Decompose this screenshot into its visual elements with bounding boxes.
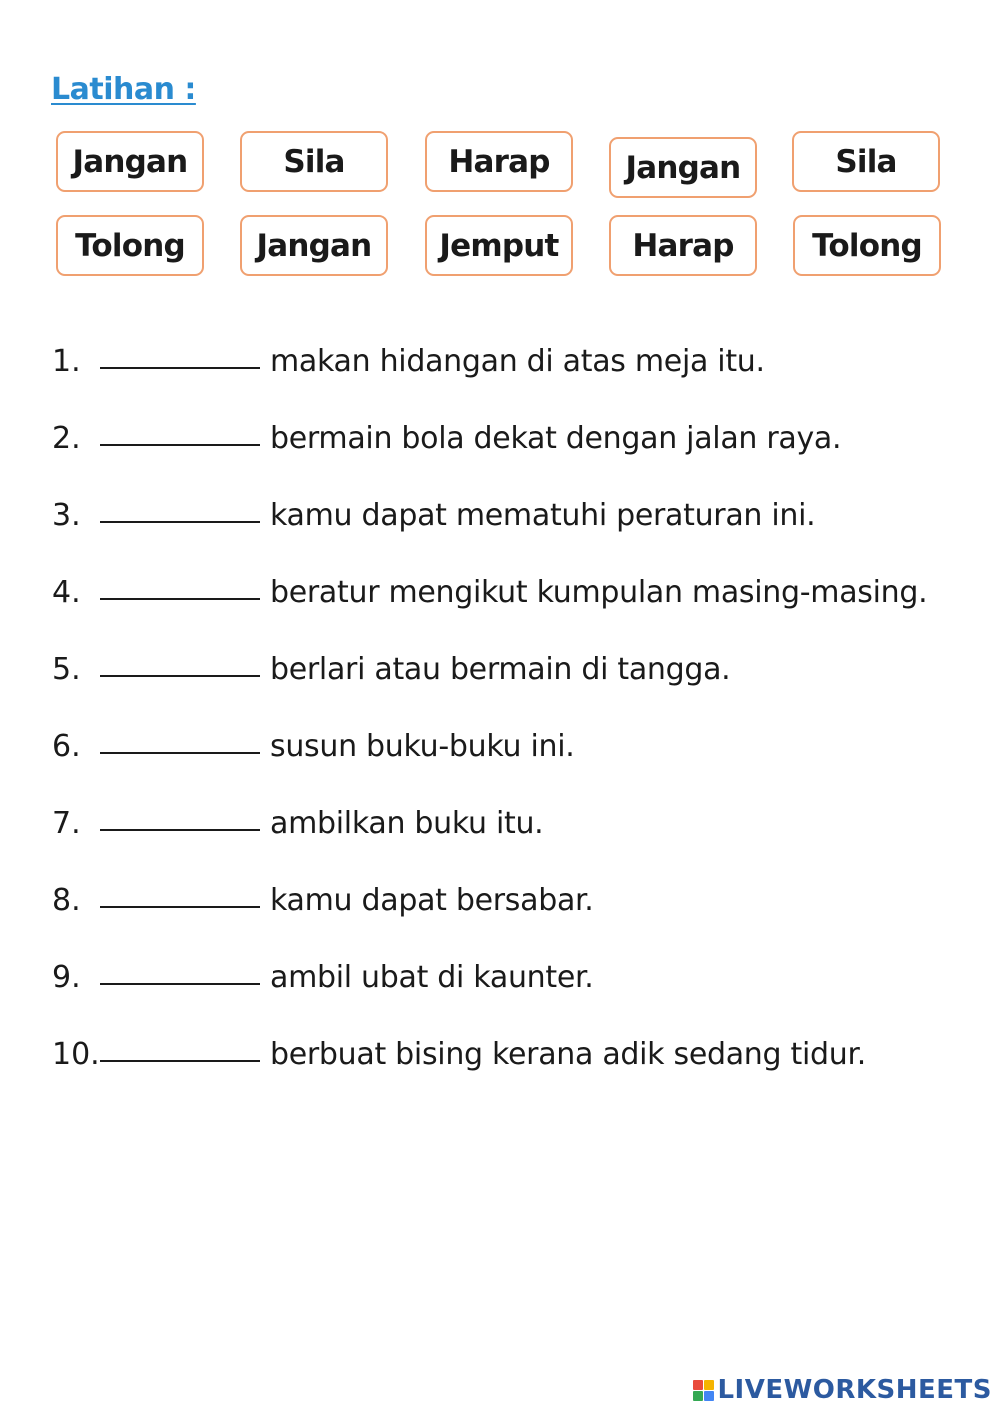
question-text: berbuat bising kerana adik sedang tidur. xyxy=(270,1036,866,1072)
question-number: 2. xyxy=(52,420,81,456)
answer-blank[interactable] xyxy=(100,1038,260,1062)
question-row xyxy=(52,649,730,689)
word-bank-item[interactable]: Harap xyxy=(609,215,757,276)
question-text: beratur mengikut kumpulan masing-masing. xyxy=(270,574,928,610)
word-bank-item[interactable]: Harap xyxy=(425,131,573,192)
logo-grid-icon xyxy=(693,1380,714,1401)
logo-text: LIVEWORKSHEETS xyxy=(717,1375,992,1405)
exercise-title: Latihan : xyxy=(51,72,196,107)
question-row xyxy=(52,341,765,381)
answer-blank[interactable] xyxy=(100,422,260,446)
word-bank-item[interactable]: Jangan xyxy=(56,131,204,192)
question-text: kamu dapat mematuhi peraturan ini. xyxy=(270,497,816,533)
answer-blank[interactable] xyxy=(100,807,260,831)
question-row xyxy=(52,418,841,458)
word-bank-item[interactable]: Jemput xyxy=(425,215,573,276)
answer-blank[interactable] xyxy=(100,345,260,369)
question-text: ambil ubat di kaunter. xyxy=(270,959,594,995)
question-row xyxy=(52,957,594,997)
question-number: 8. xyxy=(52,882,81,918)
question-text: makan hidangan di atas meja itu. xyxy=(270,343,765,379)
question-text: berlari atau bermain di tangga. xyxy=(270,651,731,687)
question-text: ambilkan buku itu. xyxy=(270,805,544,841)
question-number: 5. xyxy=(52,651,81,687)
word-bank-item[interactable]: Sila xyxy=(792,131,940,192)
liveworksheets-logo xyxy=(693,1375,992,1405)
word-bank-item[interactable]: Tolong xyxy=(56,215,204,276)
question-number: 9. xyxy=(52,959,81,995)
question-number: 6. xyxy=(52,728,81,764)
question-number: 7. xyxy=(52,805,81,841)
answer-blank[interactable] xyxy=(100,730,260,754)
answer-blank[interactable] xyxy=(100,576,260,600)
question-row xyxy=(52,726,574,766)
question-row xyxy=(52,803,543,843)
answer-blank[interactable] xyxy=(100,961,260,985)
question-text: bermain bola dekat dengan jalan raya. xyxy=(270,420,842,456)
word-bank-item[interactable]: Tolong xyxy=(793,215,941,276)
answer-blank[interactable] xyxy=(100,653,260,677)
word-bank-item[interactable]: Jangan xyxy=(609,137,757,198)
question-number: 3. xyxy=(52,497,81,533)
question-number: 4. xyxy=(52,574,81,610)
question-text: kamu dapat bersabar. xyxy=(270,882,594,918)
question-row xyxy=(52,495,815,535)
question-number: 1. xyxy=(52,343,81,379)
question-row xyxy=(52,880,594,920)
answer-blank[interactable] xyxy=(100,499,260,523)
question-row xyxy=(52,572,927,612)
question-number: 10. xyxy=(52,1036,100,1072)
word-bank-item[interactable]: Jangan xyxy=(240,215,388,276)
answer-blank[interactable] xyxy=(100,884,260,908)
question-text: susun buku-buku ini. xyxy=(270,728,575,764)
word-bank-item[interactable]: Sila xyxy=(240,131,388,192)
question-row xyxy=(52,1034,866,1074)
